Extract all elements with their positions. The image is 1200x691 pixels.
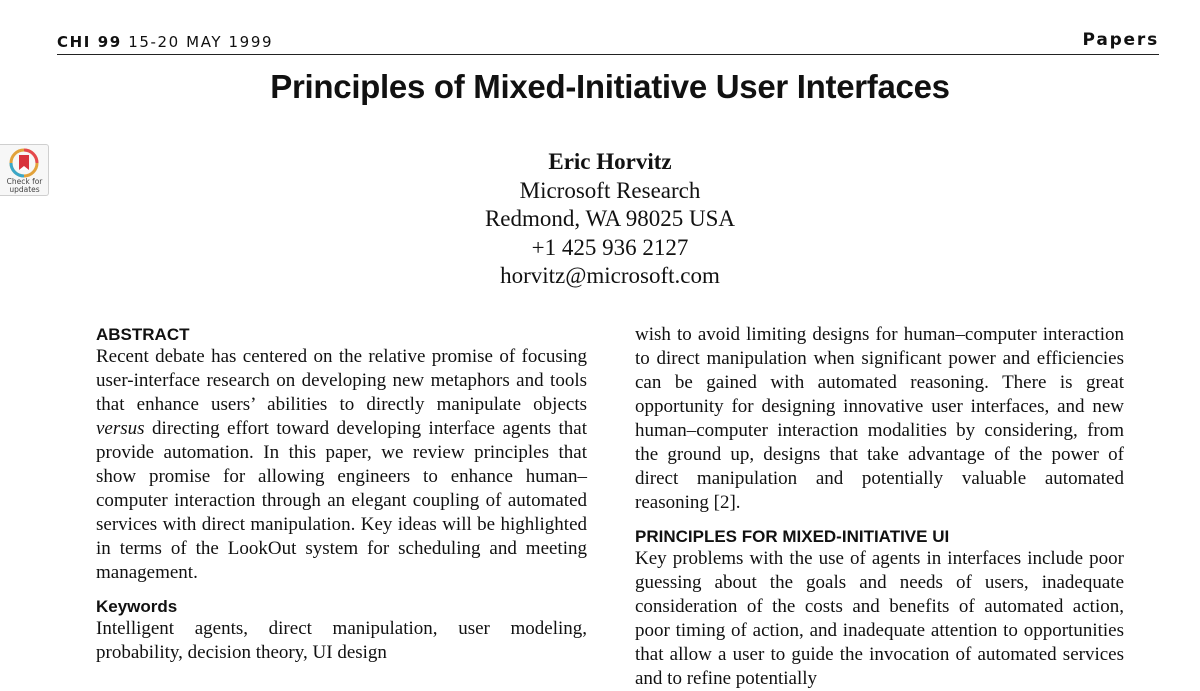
author-affiliation: Microsoft Research [519,177,701,203]
conference-label [57,33,273,51]
badge-text-line1: Check for [6,177,43,186]
author-address: Redmond, WA 98025 USA [484,206,736,231]
author-block [0,148,1200,291]
right-column [635,323,1124,691]
author-phone: +1 425 936 2127 [531,234,689,260]
principles-heading: PRINCIPLES FOR MIXED-INITIATIVE UI [635,527,950,546]
abstract-text-part1: Recent debate has centered on the relative promise of focusing user-interface research on developing new metaphors and tools that enhance users’ abilities to directly manipulate objects [96,346,587,415]
author-email: horvitz@microsoft.com [500,263,720,288]
keywords-text: Intelligent agents, direct manipulation, user modeling, probability, decision theory, UI design [96,618,587,663]
left-column [96,323,587,665]
conference-name: CHI 99 [57,33,122,51]
abstract-text [96,345,587,585]
principles-text: Key problems with the use of agents in interfaces include poor guessing about the goals and needs of users, inadequate consideration of the costs and benefits of automated action, poor timing of action, and inadequate attention to opportunities that allow a user to guide the invocation of automated services and to refine potentially [635,548,1124,689]
abstract-italic-word: versus [96,418,145,439]
keywords-heading: Keywords [96,597,178,616]
badge-text-line2: updates [9,185,40,194]
running-header [57,30,1159,55]
intro-continued-text: wish to avoid limiting designs for human–computer interaction to direct manipulation when significant power and efficiencies can be gained with automated reasoning. There is great opportunity for designing innovative user interfaces, and new human–computer interaction modalities by considering, from the ground up, designs that take advantage of the power of direct manipulation and potentially valuable automated reasoning [2]. [635,324,1124,513]
author-name: Eric Horvitz [548,149,672,174]
abstract-text-part2: directing effort toward developing interface agents that provide automation. In this paper, we review principles that show promise for allowing engineers to enhance human–computer interaction through an elegant coupling of automated services with direct manipulation. Key ideas will be highlighted in terms of the LookOut system for scheduling and meeting management. [96,418,587,583]
abstract-heading: ABSTRACT [96,325,190,344]
paper-title: Principles of Mixed-Initiative User Interfaces [270,68,950,105]
conference-dates: 15-20 MAY 1999 [128,33,274,51]
section-label: Papers [1082,30,1159,50]
